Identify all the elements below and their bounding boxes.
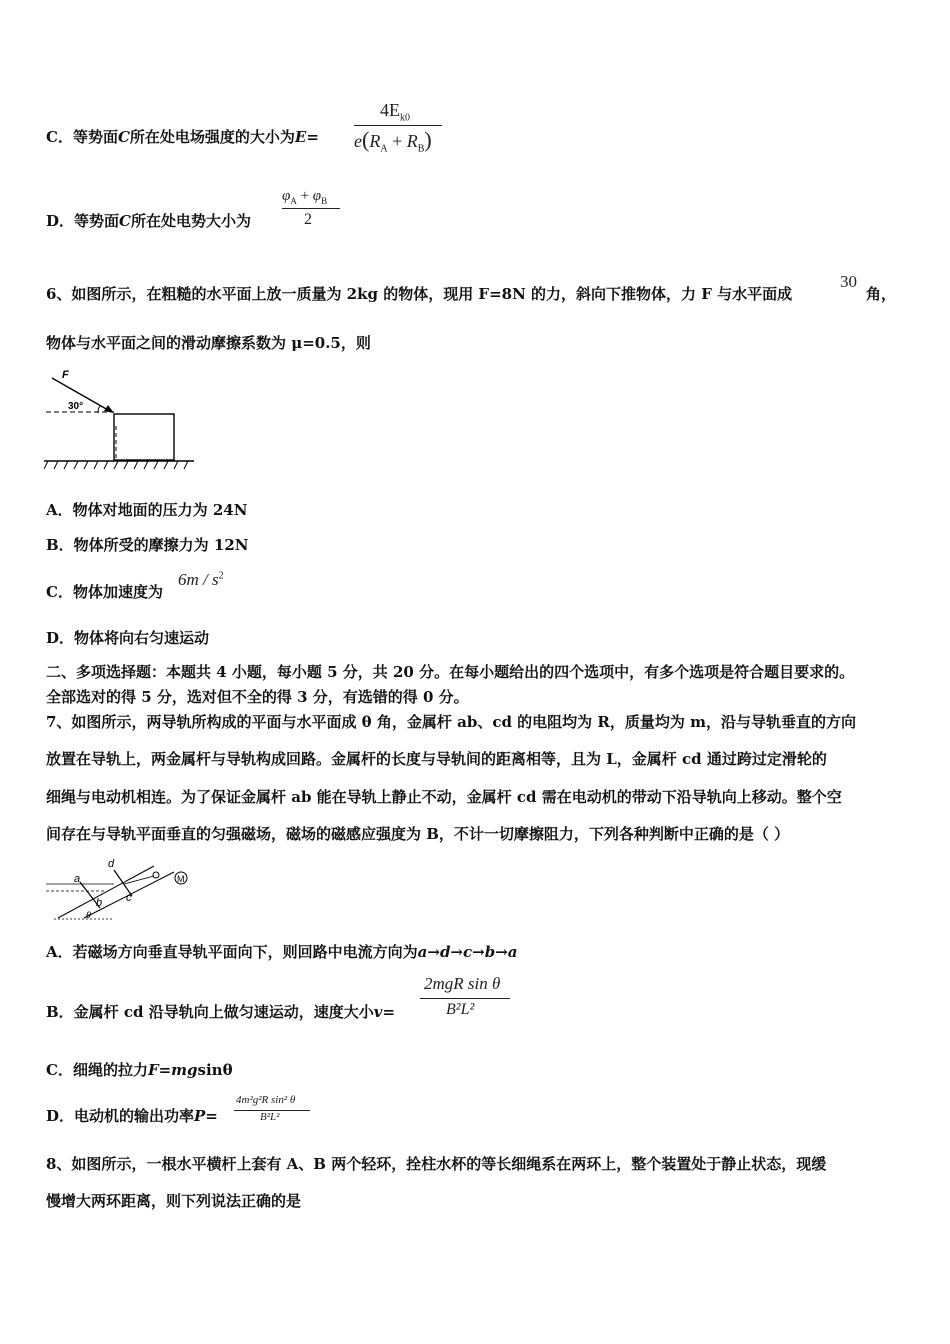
q5-option-d-fraction: $\varphi_A + \varphi_B$ 2 bbox=[282, 188, 342, 234]
label-d: d bbox=[108, 858, 115, 870]
q7-option-b: B．金属杆 cd 沿导轨向上做匀速运动，速度大小v= bbox=[46, 1003, 396, 1021]
pulley bbox=[153, 872, 159, 878]
q6-figure bbox=[44, 366, 196, 474]
rail-upper bbox=[58, 866, 154, 918]
q7-stem-line1: 7、如图所示，两导轨所构成的平面与水平面成 θ 角，金属杆 ab、cd 的电阻均为 R，质量均为 m，沿与导轨垂直的方向 bbox=[46, 713, 856, 731]
label-b: b bbox=[96, 897, 103, 909]
q7-figure bbox=[44, 856, 194, 922]
q5-option-d: D．等势面C所在处电势大小为 bbox=[46, 212, 251, 230]
q6-option-b: B．物体所受的摩擦力为 12N bbox=[46, 536, 249, 554]
q8-stem-line2: 慢增大两环距离，则下列说法正确的是 bbox=[46, 1192, 302, 1210]
q6-stem-line2: 物体与水平面之间的滑动摩擦系数为 μ=0.5，则 bbox=[46, 334, 371, 352]
q7-option-b-fraction: 2mgR sin θ B²L² bbox=[420, 974, 512, 1024]
q7-stem-line4: 间存在与导轨平面垂直的匀强磁场，磁场的磁感应强度为 B，不计一切摩擦阻力，下列各种判断中正确的是（ ） bbox=[46, 825, 790, 843]
q5-option-c-fraction: $4E_{k0}$ $e(R_A + R_B)$ bbox=[354, 100, 444, 156]
motor-label: M bbox=[177, 874, 185, 884]
q6-option-d: D．物体将向右匀速运动 bbox=[46, 629, 210, 647]
q8-stem-line1: 8、如图所示，一根水平横杆上套有 A、B 两个轻环，拴柱水杯的等长细绳系在两环上，整个装置处于静止状态，现缓 bbox=[46, 1155, 827, 1173]
q6-angle-value: 30 bbox=[840, 272, 857, 291]
section2-line1: 二、多项选择题：本题共 4 小题，每小题 5 分，共 20 分。在每小题给出的四个选项中，有多个选项是符合题目要求的。 bbox=[46, 663, 855, 681]
q7-option-a: A．若磁场方向垂直导轨平面向下，则回路中电流方向为a→d→c→b→a bbox=[46, 943, 518, 961]
section2-line2: 全部选对的得 5 分，选对但不全的得 3 分，有选错的得 0 分。 bbox=[46, 688, 469, 706]
q6-option-c-value: $6m / s^2$ bbox=[178, 570, 224, 589]
q6-option-c: C．物体加速度为 bbox=[46, 583, 163, 601]
q6-stem-line1-end: 角， bbox=[866, 285, 897, 303]
q6-stem-line1: 6、如图所示，在粗糙的水平面上放一质量为 2kg 的物体，现用 F=8N 的力，斜向下推物体，力 F 与水平面成 bbox=[46, 285, 793, 303]
q7-option-c: C．细绳的拉力F=mgsinθ bbox=[46, 1061, 233, 1079]
label-c: c bbox=[126, 892, 132, 904]
q5-option-c: C．等势面C所在处电场强度的大小为E= bbox=[46, 128, 319, 146]
label-a: a bbox=[74, 873, 81, 885]
q7-stem-line2: 放置在导轨上，两金属杆与导轨构成回路。金属杆的长度与导轨间的距离相等，且为 L，金属杆 cd 通过跨过定滑轮的 bbox=[46, 750, 827, 768]
q7-stem-line3: 细绳与电动机相连。为了保证金属杆 ab 能在导轨上静止不动，金属杆 cd 需在电动机的带动下沿导轨向上移动。整个空 bbox=[46, 788, 842, 806]
ground-hatching bbox=[44, 461, 188, 469]
block bbox=[114, 414, 174, 460]
q6-option-a: A．物体对地面的压力为 24N bbox=[46, 501, 248, 519]
q7-option-d-fraction: 4m²g²R sin² θ B²L² bbox=[234, 1094, 314, 1128]
force-label: F bbox=[62, 369, 69, 381]
q7-option-d: D．电动机的输出功率P= bbox=[46, 1107, 218, 1125]
angle-label: 30° bbox=[68, 401, 84, 412]
label-theta: θ bbox=[86, 910, 91, 920]
